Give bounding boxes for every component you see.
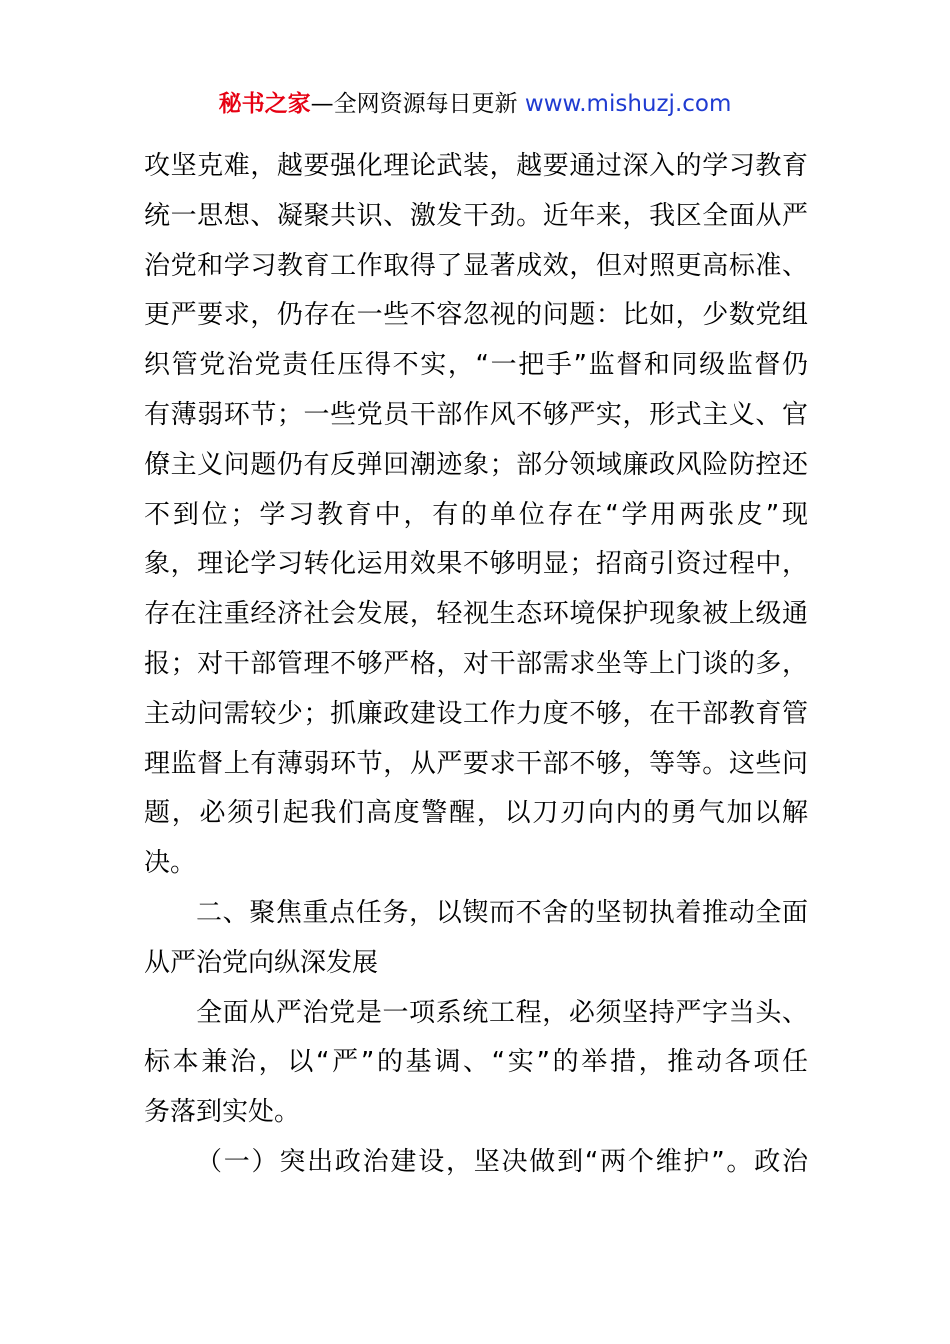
body-line: 象，理论学习转化运用效果不够明显；招商引资过程中，: [144, 549, 808, 580]
body-line: 更严要求，仍存在一些不容忽视的问题：比如，少数党组: [144, 300, 808, 331]
body-line: 僚主义问题仍有反弹回潮迹象；部分领域廉政风险防控还: [144, 449, 808, 480]
body-line: 统一思想、凝聚共识、激发干劲。近年来，我区全面从严: [144, 200, 808, 231]
body-line: 标本兼治，以“严”的基调、“实”的举措，推动各项任: [144, 1047, 808, 1078]
body-line: 主动问需较少；抓廉政建设工作力度不够，在干部教育管: [144, 698, 808, 729]
header-tagline: —全网资源每日更新: [310, 91, 525, 117]
body-line: 题，必须引起我们高度警醒，以刀刃向内的勇气加以解: [144, 798, 808, 829]
body-line: 报；对干部管理不够严格，对干部需求坐等上门谈的多，: [144, 648, 808, 679]
document-body: [144, 142, 808, 1188]
page-header: [0, 86, 950, 122]
header-url[interactable]: www.mishuzj.com: [524, 91, 732, 117]
body-line: 务落到实处。: [144, 1097, 301, 1128]
body-line: 攻坚克难，越要强化理论武装，越要通过深入的学习教育: [144, 151, 808, 181]
body-line: 不到位；学习教育中，有的单位存在“学用两张皮”现: [144, 499, 808, 530]
body-line: （一）突出政治建设，坚决做到“两个维护”。政治: [196, 1146, 808, 1177]
body-line: 存在注重经济社会发展，轻视生态环境保护现象被上级通: [144, 599, 808, 630]
body-line: 织管党治党责任压得不实，“一把手”监督和同级监督仍: [144, 350, 808, 381]
body-line: 从严治党向纵深发展: [144, 947, 379, 978]
header-brand: 秘书之家: [218, 91, 311, 117]
body-line: 二、聚焦重点任务，以锲而不舍的坚韧执着推动全面: [196, 897, 808, 928]
body-line: 理监督上有薄弱环节，从严要求干部不够，等等。这些问: [144, 748, 808, 779]
body-line: 有薄弱环节；一些党员干部作风不够严实，形式主义、官: [144, 399, 808, 430]
body-line: 治党和学习教育工作取得了显著成效，但对照更高标准、: [144, 250, 808, 281]
body-line: 决。: [144, 848, 197, 879]
body-line: 全面从严治党是一项系统工程，必须坚持严字当头、: [196, 997, 808, 1028]
